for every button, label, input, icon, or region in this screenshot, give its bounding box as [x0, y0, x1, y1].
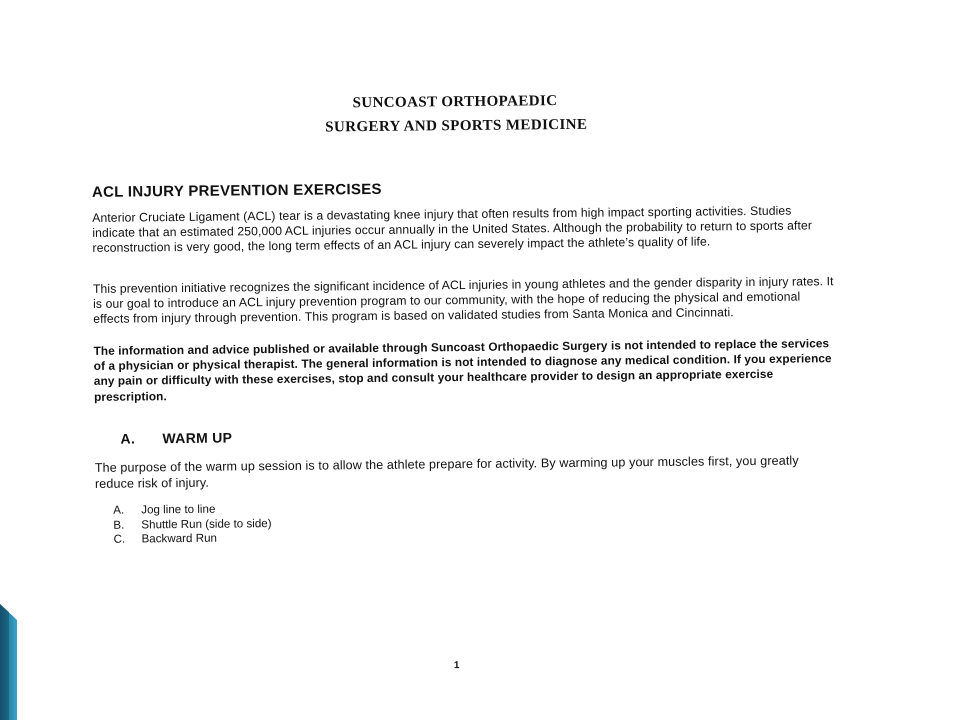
scanned-document-page: [85, 86, 851, 694]
header-line-2: SURGERY AND SPORTS MEDICINE: [325, 116, 588, 136]
exercise-list: [113, 502, 272, 547]
list-item: [113, 517, 271, 533]
list-item-letter: C.: [113, 532, 126, 546]
intro-paragraph: Anterior Cruciate Ligament (ACL) tear is a devastating knee injury that often results from high impact sporting activities. Studies indicate that an estimated 250,000 ACL injuries occur annually in the United States. Although the probability to return to sports after reconstruction is very good, the long term effects of an ACL injury can severely impact the athlete’s quality of life.: [92, 203, 813, 256]
document-title: ACL INJURY PREVENTION EXERCISES: [91, 180, 382, 201]
section-heading: [120, 429, 232, 446]
list-item-letter: B.: [113, 518, 125, 532]
list-item: [113, 531, 271, 547]
document-header: [325, 89, 588, 140]
header-line-1: SUNCOAST ORTHOPAEDIC: [352, 93, 558, 112]
disclaimer-paragraph: The information and advice published or available through Suncoast Orthopaedic Surgery is not intended to replace the services of a physician or physical therapist. The general information is not intended to diagnose any medical condition. If you experience any pain or difficulty with these exercises, stop and consult your healthcare provider to design an appropriate exercise prescription.: [93, 336, 832, 404]
list-item-text: Shuttle Run (side to side): [141, 516, 272, 531]
list-item-text: Jog line to line: [141, 502, 216, 517]
page-number: 1: [453, 660, 460, 672]
section-description: The purpose of the warm up session is to allow the athlete prepare for activity. By warming up your muscles first, you greatly reduce risk of injury.: [94, 453, 799, 491]
list-item-text: Backward Run: [141, 531, 218, 546]
list-item: [113, 502, 271, 518]
section-title: WARM UP: [162, 429, 233, 447]
section-letter: A.: [120, 430, 136, 447]
initiative-paragraph: This prevention initiative recognizes the significant incidence of ACL injuries in young athletes and the gender disparity in injury rates. It is our goal to introduce an ACL injury prevention program to our community, with the hope of reducing the physical and emotional effects from injury through prevention. This program is based on validated studies from Santa Monica and Cincinnati.: [92, 274, 834, 327]
slide-accent-ribbon: [0, 604, 17, 720]
list-item-letter: A.: [113, 503, 125, 517]
